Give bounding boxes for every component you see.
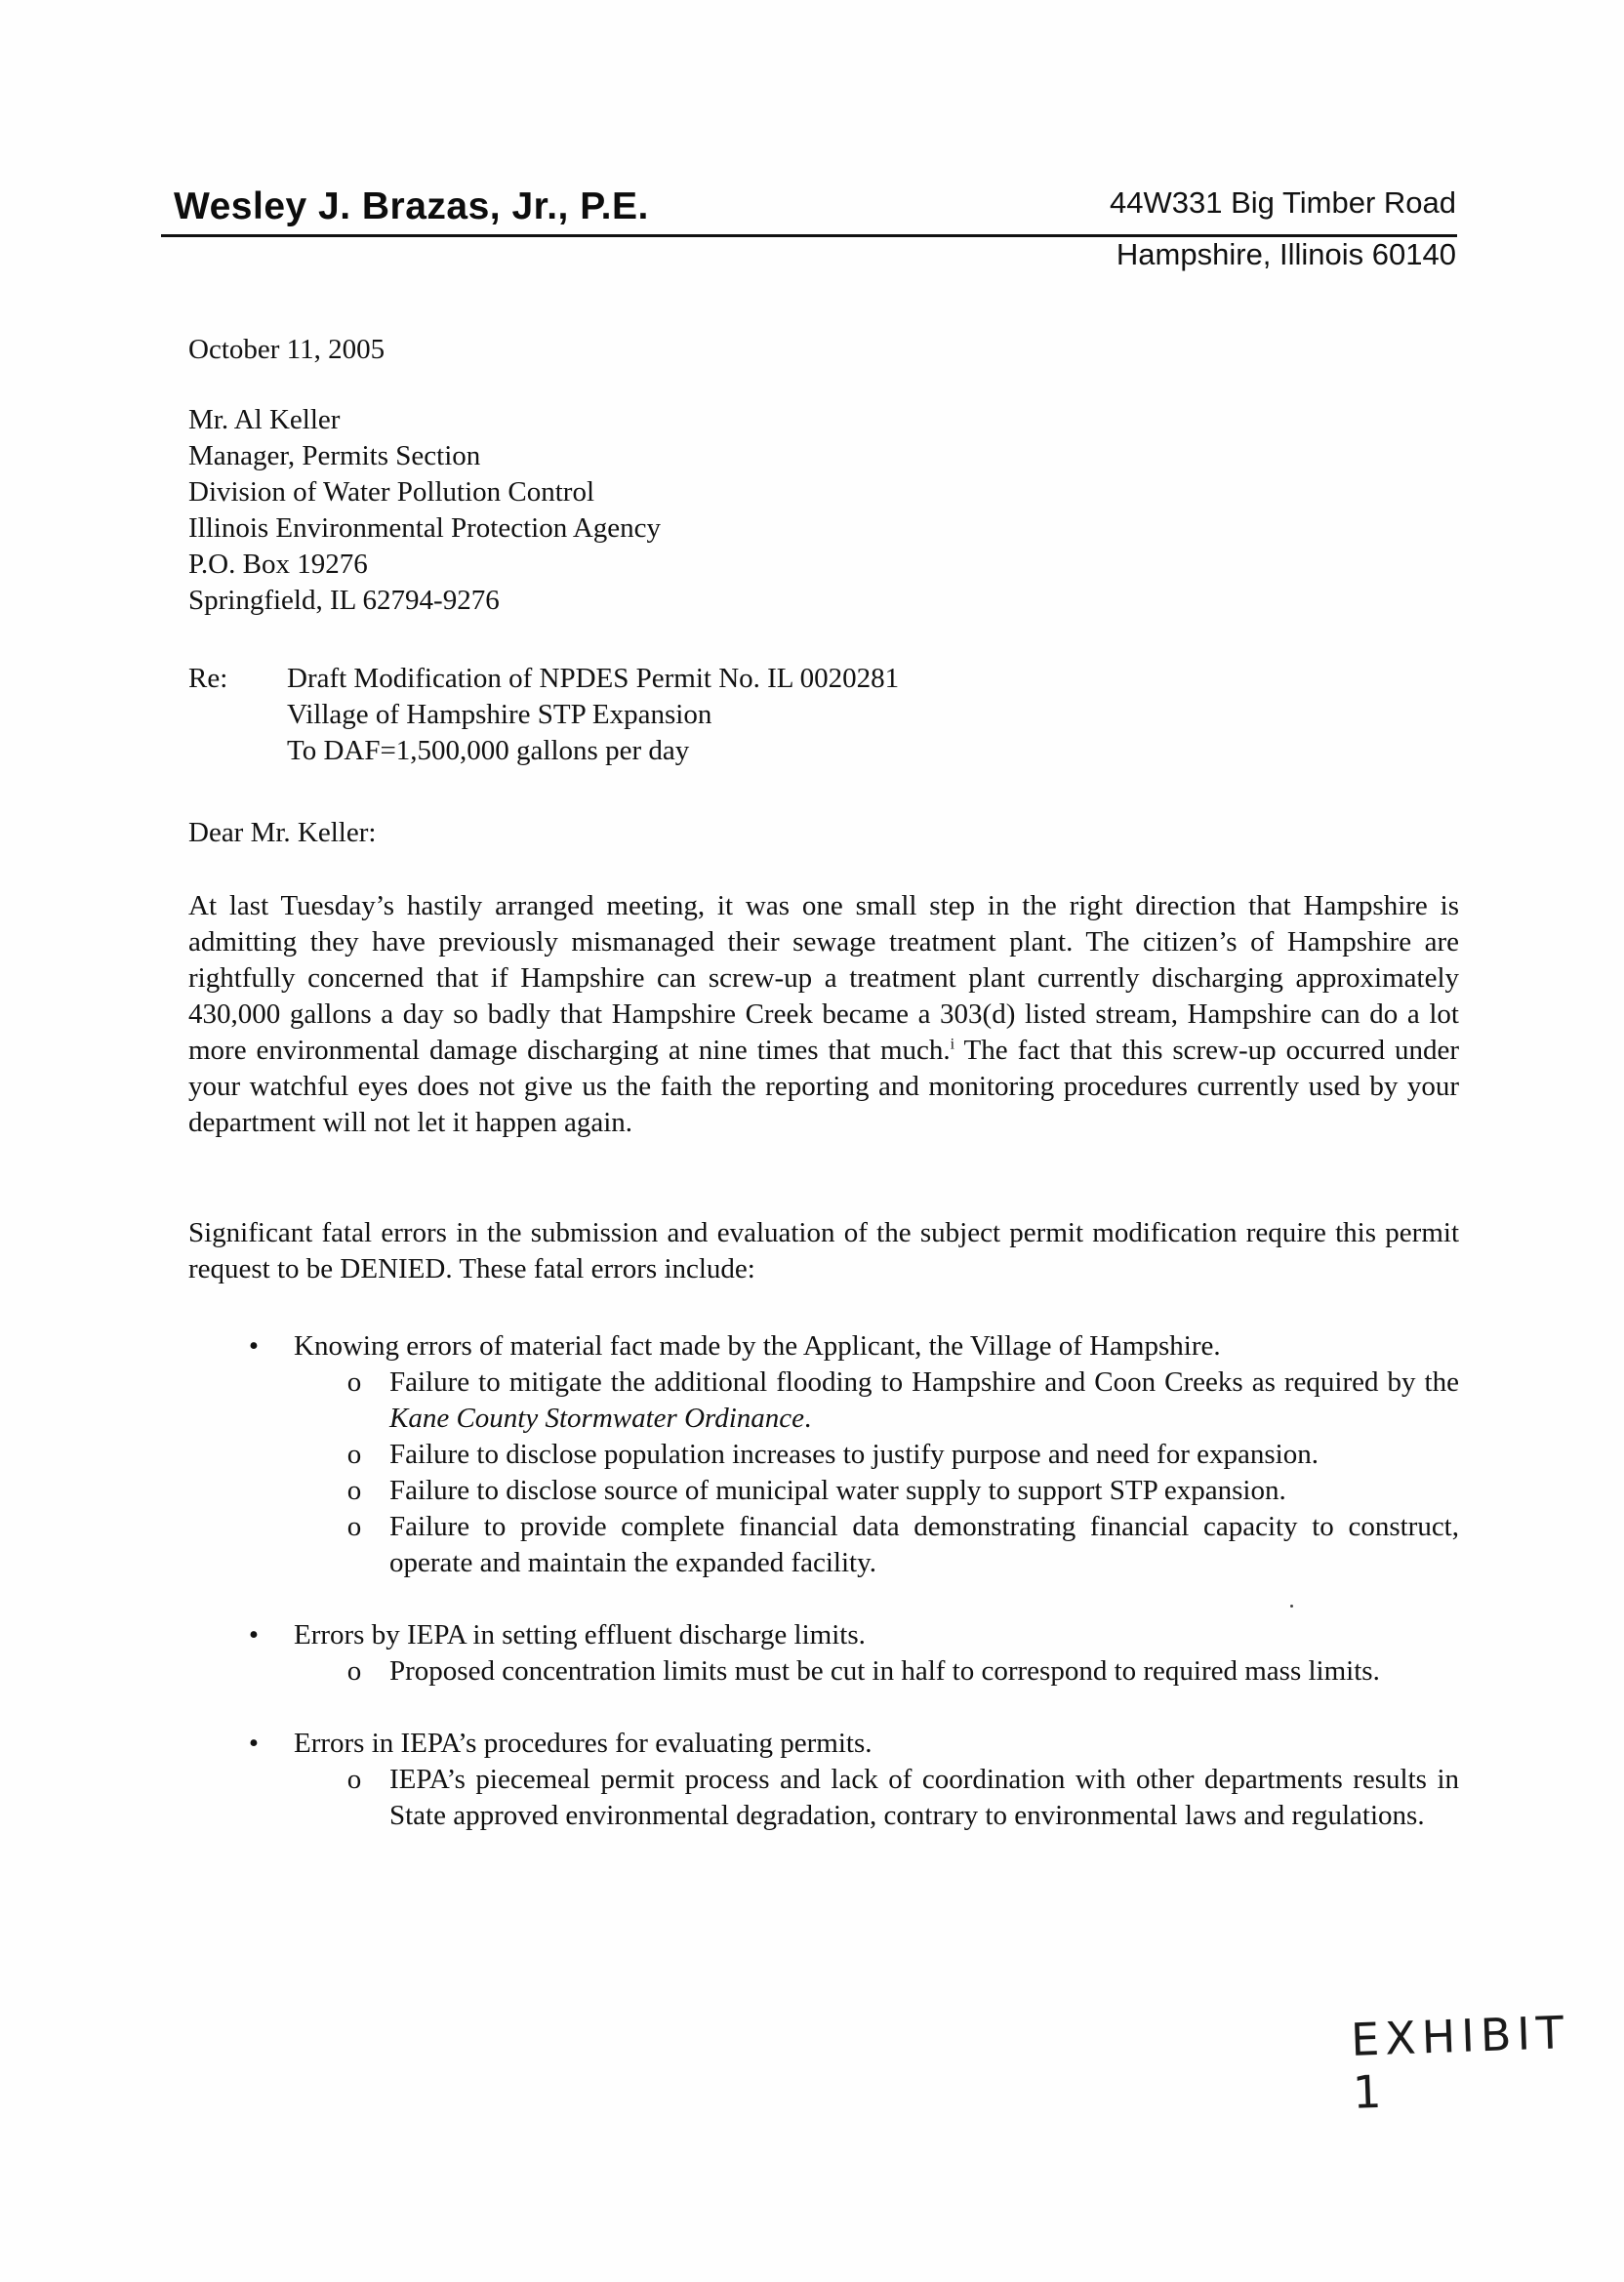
recipient-address <box>188 402 661 619</box>
sub-list <box>188 1762 1459 1834</box>
recipient-line: Springfield, IL 62794-9276 <box>188 585 500 616</box>
bullet-item <box>188 1726 1459 1762</box>
handwritten-exhibit-label: EXHIBIT 1 <box>1350 2006 1570 2119</box>
subject-line: To DAF=1,500,000 gallons per day <box>287 735 690 766</box>
bullet-marker: • <box>248 1619 260 1650</box>
bullet-group <box>188 1726 1459 1834</box>
sub-text: Failure to disclose source of municipal water supply to support STP expansion. <box>389 1475 1286 1506</box>
footnote-marker: i <box>950 1036 955 1053</box>
recipient-line: Illinois Environmental Protection Agency <box>188 512 662 544</box>
recipient-line: P.O. Box 19276 <box>188 549 368 580</box>
sub-item <box>188 1762 1459 1834</box>
sub-item <box>188 1509 1459 1581</box>
bullet-text: Errors in IEPA’s procedures for evaluating permits. <box>294 1728 873 1759</box>
sub-list <box>188 1653 1459 1690</box>
sub-marker: o <box>346 1366 362 1398</box>
letter-date: October 11, 2005 <box>188 334 386 365</box>
sub-item <box>188 1365 1459 1437</box>
paragraph-text: The fact that this screw-up occurred under your watchful eyes does not give us the faith the reporting and monitoring procedures currently used by your department will not let it happen again. <box>188 1035 1459 1138</box>
recipient-line: Mr. Al Keller <box>188 404 341 435</box>
bullet-text: Knowing errors of material fact made by the Applicant, the Village of Hampshire. <box>294 1330 1221 1362</box>
letterhead-name: Wesley J. Brazas, Jr., P.E. <box>174 185 649 227</box>
sub-marker: o <box>346 1764 362 1795</box>
sub-text: IEPA’s piecemeal permit process and lack of coordination with other departments results in State approved environmental degradation, contrary to environmental laws and regulations. <box>389 1764 1459 1831</box>
sub-marker: o <box>346 1475 362 1506</box>
scan-speck <box>1290 1605 1293 1608</box>
salutation: Dear Mr. Keller: <box>188 817 377 848</box>
sub-item <box>188 1653 1459 1690</box>
subject-line: Village of Hampshire STP Expansion <box>287 699 712 730</box>
letterhead-address-line1: 44W331 Big Timber Road <box>1110 185 1456 220</box>
sub-item <box>188 1437 1459 1473</box>
sub-text: Failure to mitigate the additional flooding to Hampshire and Coon Creeks as required by the <box>389 1366 1459 1398</box>
body-paragraph-2: Significant fatal errors in the submission and evaluation of the subject permit modification require this permit request to be DENIED. These fatal errors include: <box>188 1217 1459 1284</box>
sub-marker: o <box>346 1655 362 1687</box>
sub-text-end: . <box>804 1403 812 1434</box>
bullet-marker: • <box>248 1330 260 1362</box>
subject-label: Re: <box>188 663 228 694</box>
letterhead-address-line2: Hampshire, Illinois 60140 <box>1116 237 1456 271</box>
sub-marker: o <box>346 1511 362 1542</box>
bullet-group <box>188 1617 1459 1690</box>
bullet-group <box>188 1328 1459 1581</box>
sub-text-italic: Kane County Stormwater Ordinance <box>389 1403 805 1434</box>
body-paragraph-1 <box>188 888 1459 1141</box>
paragraph-text: At last Tuesday’s hastily arranged meeting, it was one small step in the right direction that Hampshire is admitting they have previously mismanaged their sewage treatment plant. The citizen’s of Hampshire are rightfully concerned that if Hampshire can screw-up a treatment plant currently discharging approximately 430,000 gallons a day so badly that Hampshire Creek became a 303(d) listed stream, Hampshire can do a lot more environmental damage discharging at nine times that much. <box>188 890 1459 1066</box>
bullet-item <box>188 1328 1459 1365</box>
bullet-item <box>188 1617 1459 1653</box>
bullet-text: Errors by IEPA in setting effluent discharge limits. <box>294 1619 866 1650</box>
error-list <box>188 1328 1459 1870</box>
subject-line: Draft Modification of NPDES Permit No. IL 0020281 <box>287 663 900 694</box>
recipient-line: Manager, Permits Section <box>188 440 481 471</box>
sub-list <box>188 1365 1459 1581</box>
sub-text: Failure to provide complete financial data demonstrating financial capacity to construct, operate and maintain the expanded facility. <box>389 1511 1459 1578</box>
sub-item <box>188 1473 1459 1509</box>
sub-text: Failure to disclose population increases to justify purpose and need for expansion. <box>389 1439 1319 1470</box>
bullet-marker: • <box>248 1728 260 1759</box>
recipient-line: Division of Water Pollution Control <box>188 476 595 508</box>
subject-lines <box>287 661 899 769</box>
sub-text: Proposed concentration limits must be cut in half to correspond to required mass limits. <box>389 1655 1380 1687</box>
sub-marker: o <box>346 1439 362 1470</box>
